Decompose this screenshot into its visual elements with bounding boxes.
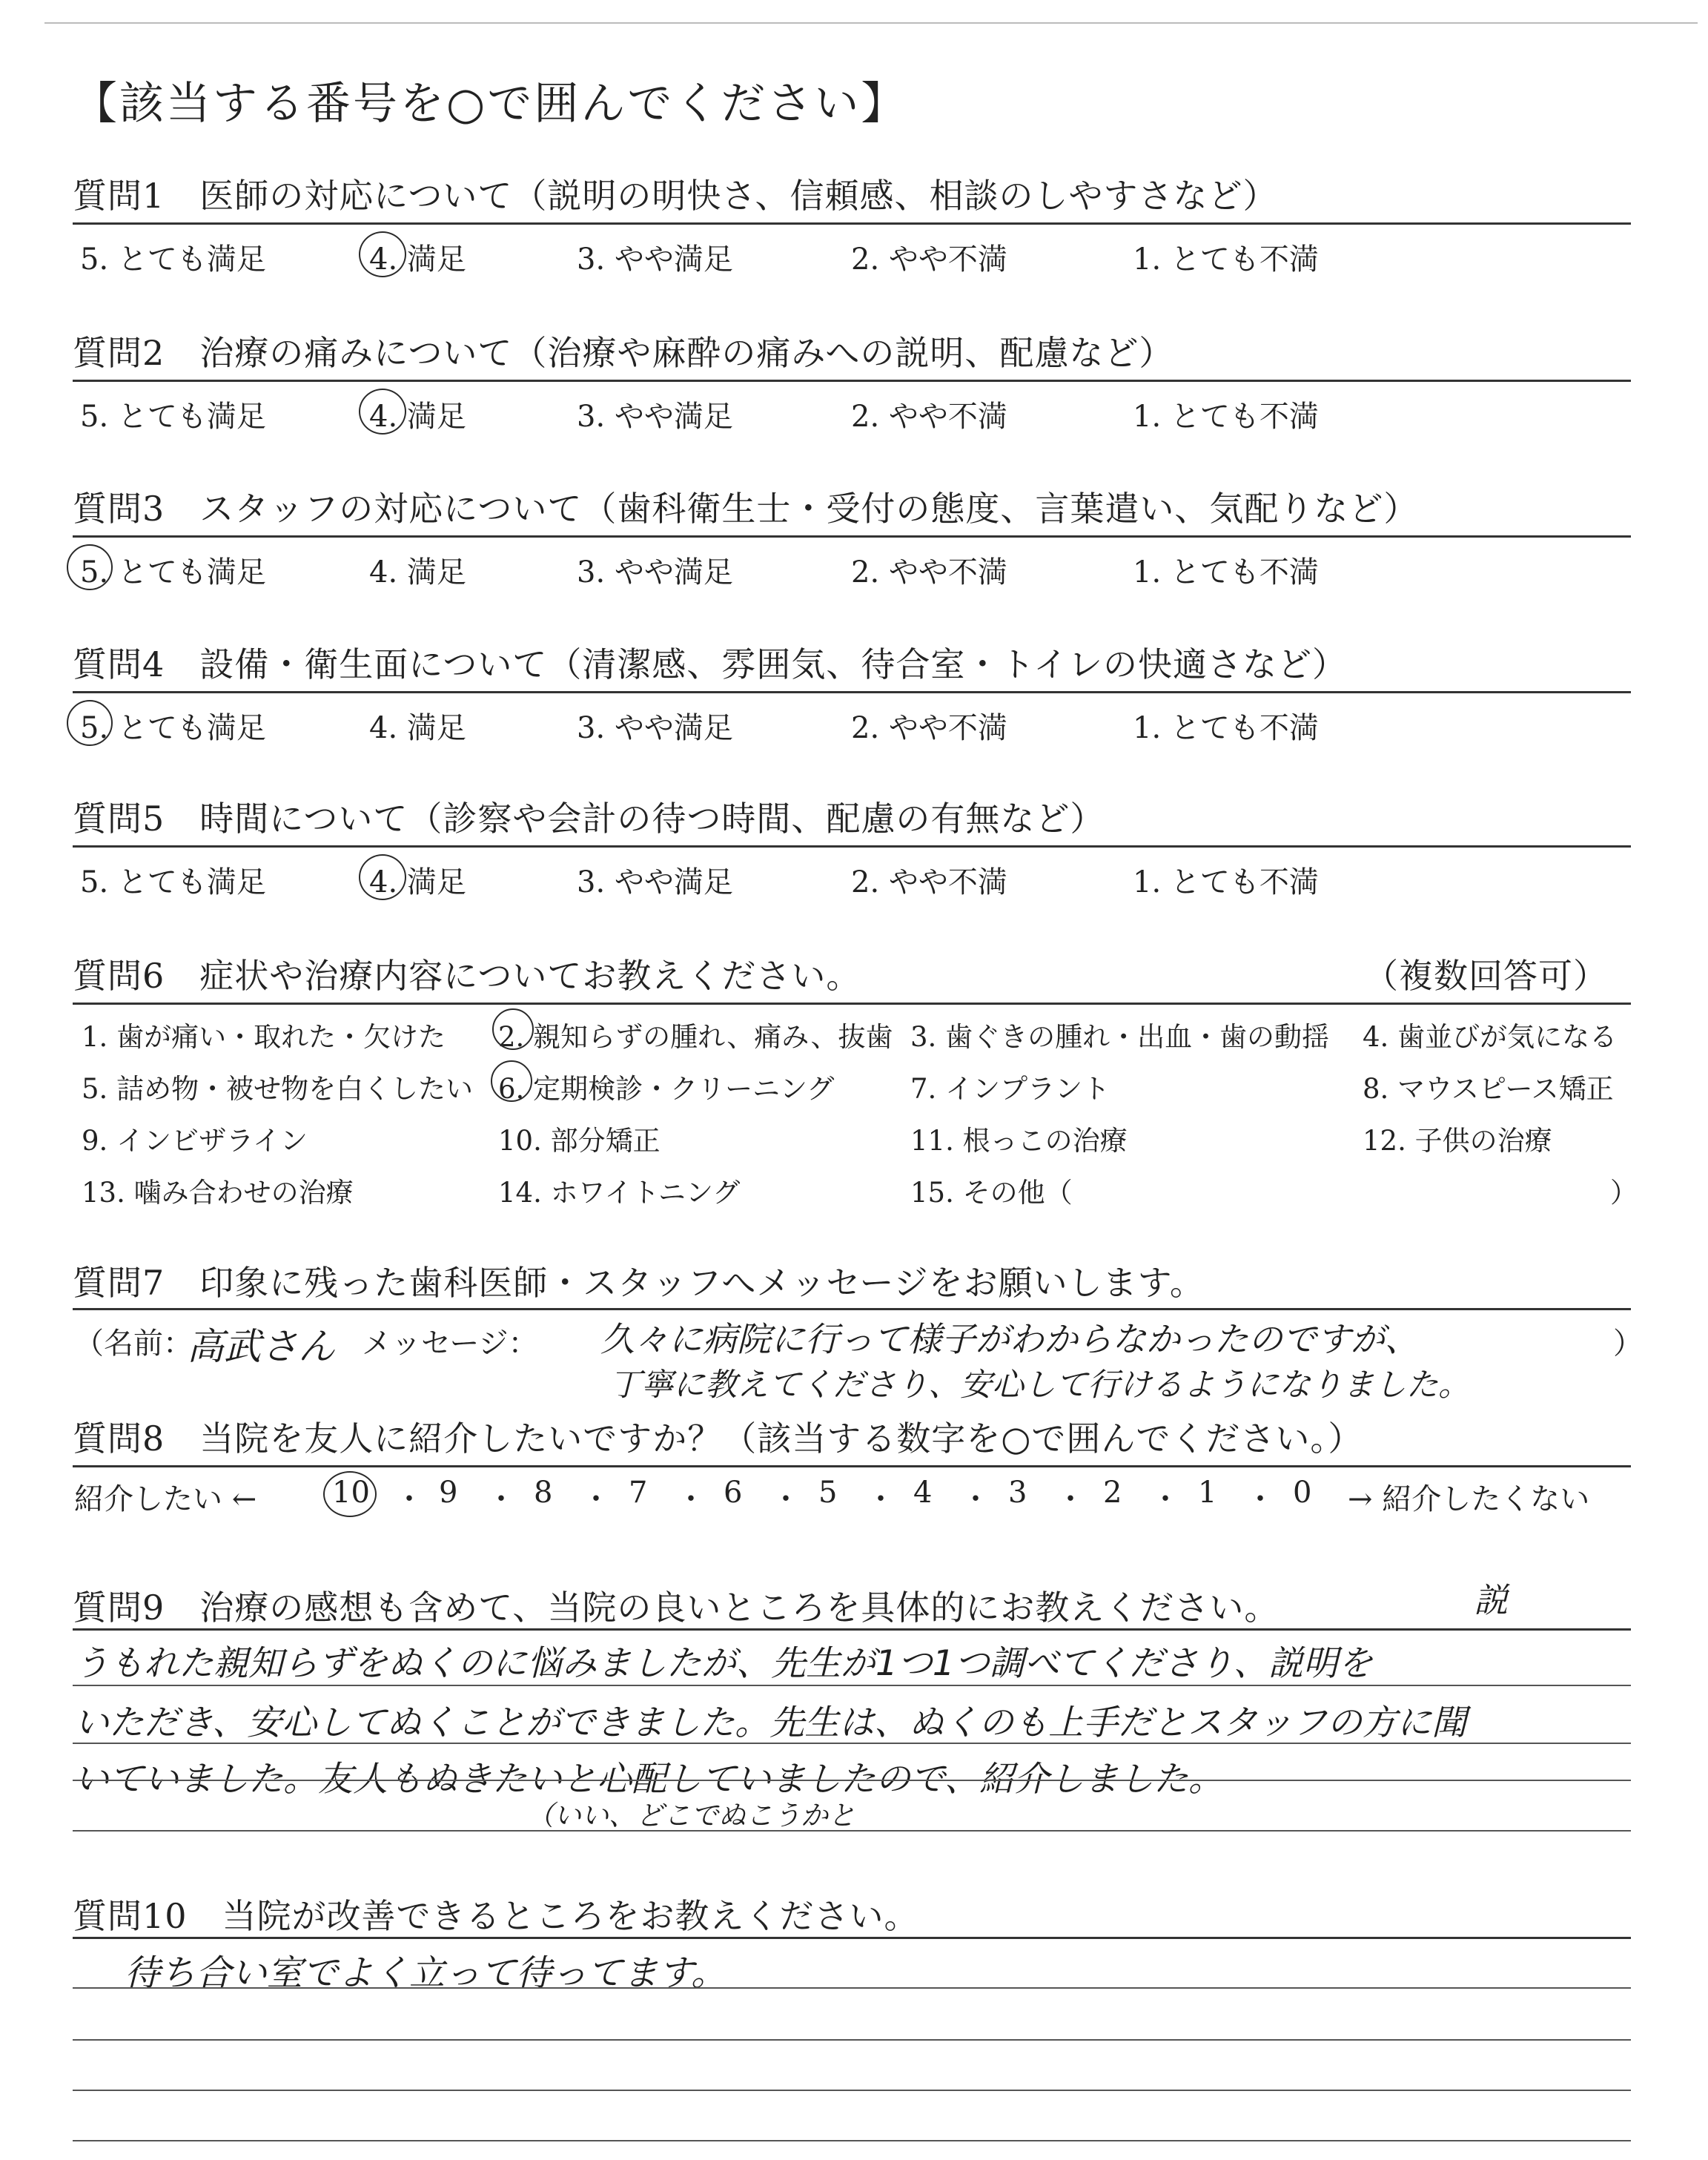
q6-option-6[interactable]: 6. 定期検診・クリーニング [498,1073,835,1105]
question-2-title: 質問2 治療の痛みについて（治療や麻酔の痛みへの説明、配慮など） [73,333,1174,373]
question-9-rule [73,1628,1631,1631]
q6-option-13[interactable]: 13. 噛み合わせの治療 [82,1177,354,1209]
q5-option-2[interactable]: 2. やや不満 [851,865,1007,899]
q8-scale-dot: ・ [676,1482,706,1516]
q3-option-2[interactable]: 2. やや不満 [851,555,1007,589]
question-4-rule [73,691,1631,693]
q6-other-close-paren: ） [1610,1177,1638,1209]
q1-option-3[interactable]: 3. やや満足 [577,242,733,277]
q7-name-value[interactable]: 高武さん [187,1325,335,1368]
q1-option-2[interactable]: 2. やや不満 [851,242,1007,277]
q3-option-5[interactable]: 5. とても満足 [80,555,266,589]
q9-answer-line-1 [73,1685,1631,1686]
question-7-title: 質問7 印象に残った歯科医師・スタッフへメッセージをお願いします。 [73,1263,1205,1303]
question-1-title: 質問1 医師の対応について（説明の明快さ、信頼感、相談のしやすさなど） [73,176,1278,216]
q10-answer-line-4 [73,2140,1631,2141]
q8-scale-dot: ・ [486,1482,516,1516]
q9-answer-line-2 [73,1743,1631,1744]
sheet-title: 【該当する番号を○で囲んでください】 [73,78,908,130]
q4-option-3[interactable]: 3. やや満足 [577,711,733,745]
q10-answer-line-3 [73,2090,1631,2091]
q8-scale-8[interactable]: 8 [534,1476,553,1510]
q8-scale-2[interactable]: 2 [1103,1476,1122,1510]
q9-line-4-insert[interactable]: （いい、どこでぬこうかと [526,1800,855,1832]
q8-scale-9[interactable]: 9 [439,1476,458,1510]
q2-option-1[interactable]: 1. とても不満 [1133,400,1319,434]
q9-line-3[interactable]: いていました。友人もぬきたいと心配していましたので、紹介しました。 [74,1759,1224,1800]
q6-option-11[interactable]: 11. 根っこの治療 [910,1125,1128,1157]
q7-message-line-2[interactable]: 丁寧に教えてくださり、安心して行けるようになりました。 [609,1367,1470,1404]
q4-option-1[interactable]: 1. とても不満 [1133,711,1319,745]
q8-scale-5[interactable]: 5 [818,1476,838,1510]
q9-answer-line-3 [73,1780,1631,1781]
question-3-title: 質問3 スタッフの対応について（歯科衛生士・受付の態度、言葉遣い、気配りなど） [73,489,1419,529]
q6-option-14[interactable]: 14. ホワイトニング [498,1177,741,1209]
question-1-rule [73,222,1631,225]
q4-option-2[interactable]: 2. やや不満 [851,711,1007,745]
question-2-rule [73,380,1631,382]
q1-option-4[interactable]: 4. 満足 [369,242,466,277]
q8-scale-0[interactable]: 0 [1293,1476,1312,1510]
question-8-title: 質問8 当院を友人に紹介したいですか？（該当する数字を○で囲んでください。） [73,1418,1363,1459]
q7-message-line-1[interactable]: 久々に病院に行って様子がわからなかったのですが、 [600,1319,1419,1359]
q8-right-label: → 紹介したくない [1348,1482,1590,1516]
q8-scale-dot: ・ [771,1482,801,1516]
q8-scale-dot: ・ [1245,1482,1275,1516]
q10-answer-line-1 [73,1987,1631,1989]
q6-option-5[interactable]: 5. 詰め物・被せ物を白くしたい [82,1073,474,1105]
q9-insert-mark: 説 [1474,1580,1508,1620]
q7-name-label: （名前： [74,1327,193,1361]
q6-option-2[interactable]: 2. 親知らずの腫れ、痛み、抜歯 [498,1021,893,1053]
q6-option-15[interactable]: 15. その他（ [910,1177,1073,1209]
q4-option-5[interactable]: 5. とても満足 [80,711,266,745]
question-9-title: 質問9 治療の感想も含めて、当院の良いところを具体的にお教えください。 [73,1588,1280,1628]
q8-scale-10[interactable]: 10 [332,1476,370,1510]
q7-close-paren: ） [1613,1327,1643,1361]
q5-option-5[interactable]: 5. とても満足 [80,865,266,899]
q8-left-label: 紹介したい ← [74,1482,257,1516]
question-8-rule [73,1465,1631,1467]
question-6-title: 質問6 症状や治療内容についてお教えください。 [73,956,861,996]
q3-option-4[interactable]: 4. 満足 [369,555,466,589]
question-6-note: （複数回答可） [1364,956,1608,996]
q5-option-4[interactable]: 4. 満足 [369,865,466,899]
q2-option-4[interactable]: 4. 満足 [369,400,466,434]
q2-option-5[interactable]: 5. とても満足 [80,400,266,434]
q1-option-1[interactable]: 1. とても不満 [1133,242,1319,277]
q6-option-4[interactable]: 4. 歯並びが気になる [1363,1021,1618,1053]
q8-scale-6[interactable]: 6 [724,1476,743,1510]
q9-line-2[interactable]: いただき、安心してぬくことができました。先生は、ぬくのも上手だとスタッフの方に聞 [74,1702,1467,1743]
q6-option-9[interactable]: 9. インビザライン [82,1125,308,1157]
q6-option-3[interactable]: 3. 歯ぐきの腫れ・出血・歯の動揺 [910,1021,1330,1053]
q8-scale-7[interactable]: 7 [629,1476,648,1510]
q3-option-1[interactable]: 1. とても不満 [1133,555,1319,589]
q6-option-10[interactable]: 10. 部分矯正 [498,1125,661,1157]
question-3-rule [73,535,1631,538]
q6-option-12[interactable]: 12. 子供の治療 [1363,1125,1552,1157]
q8-scale-dot: ・ [1056,1482,1085,1516]
question-10-rule [73,1937,1631,1939]
q4-option-4[interactable]: 4. 満足 [369,711,466,745]
q8-scale-3[interactable]: 3 [1008,1476,1027,1510]
question-5-title: 質問5 時間について（診察や会計の待つ時間、配慮の有無など） [73,799,1105,839]
q5-option-1[interactable]: 1. とても不満 [1133,865,1319,899]
q8-scale-4[interactable]: 4 [913,1476,933,1510]
question-7-rule [73,1308,1631,1310]
scan-top-edge [44,22,1698,24]
q3-option-3[interactable]: 3. やや満足 [577,555,733,589]
q5-option-3[interactable]: 3. やや満足 [577,865,733,899]
q8-scale-dot: ・ [1151,1482,1180,1516]
q9-line-1[interactable]: うもれた親知らずをぬくのに悩みましたが、先生が1つ1つ調べてくださり、説明を [74,1643,1373,1684]
question-6-rule [73,1003,1631,1005]
q6-option-1[interactable]: 1. 歯が痛い・取れた・欠けた [82,1021,446,1053]
q9-answer-line-4 [73,1830,1631,1832]
q8-scale-dot: ・ [581,1482,611,1516]
q8-scale-dot: ・ [866,1482,896,1516]
q8-scale-dot: ・ [394,1482,424,1516]
q2-option-2[interactable]: 2. やや不満 [851,400,1007,434]
q6-option-8[interactable]: 8. マウスピース矯正 [1363,1073,1614,1105]
q10-answer-line-2 [73,2039,1631,2041]
q1-option-5[interactable]: 5. とても満足 [80,242,266,277]
q8-scale-dot: ・ [961,1482,990,1516]
question-10-title: 質問10 当院が改善できるところをお教えください。 [73,1896,919,1936]
q7-message-label: メッセージ： [362,1327,538,1361]
q6-option-7[interactable]: 7. インプラント [910,1073,1110,1105]
question-5-rule [73,845,1631,848]
q8-scale-1[interactable]: 1 [1198,1476,1217,1510]
q10-line-1[interactable]: 待ち合い室でよく立って待ってます。 [125,1952,727,1994]
question-4-title: 質問4 設備・衛生面について（清潔感、雰囲気、待合室・トイレの快適さなど） [73,644,1348,684]
q2-option-3[interactable]: 3. やや満足 [577,400,733,434]
